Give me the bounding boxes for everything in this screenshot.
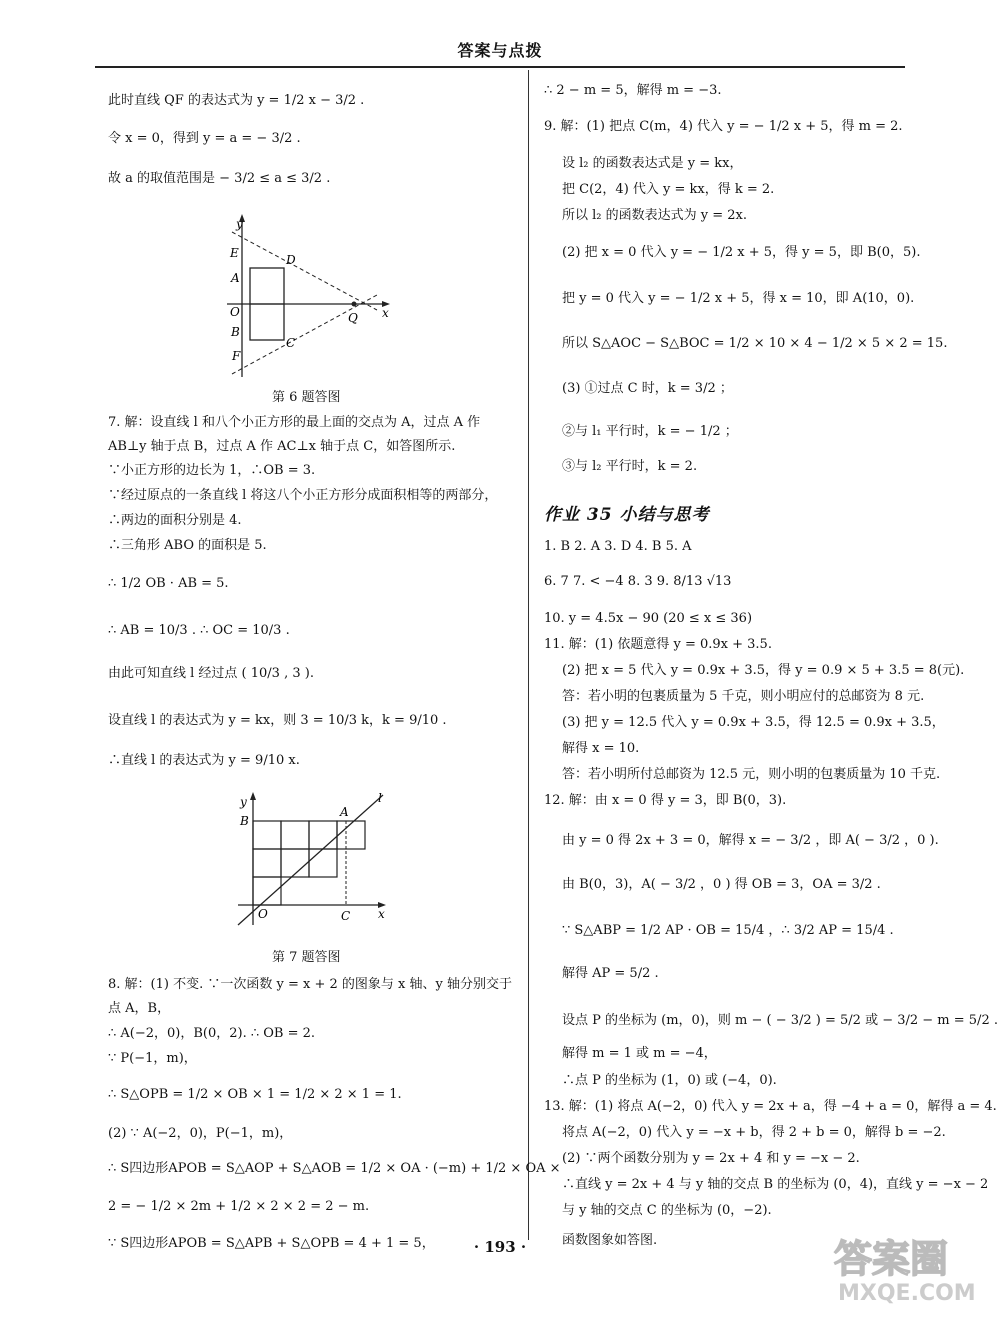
text-line: ②与 l₁ 平行时，k = − 1/2 ； [562, 424, 738, 439]
text-line: (2) 把 x = 5 代入 y = 0.9x + 3.5，得 y = 0.9 × 5 + 3.5 = 8(元). [562, 663, 965, 678]
text-line: 答：若小明所付总邮资为 12.5 元，则小明的包裹质量为 10 千克. [562, 767, 941, 782]
fig7-label: B [240, 814, 249, 828]
text-line: (3) 把 y = 12.5 代入 y = 0.9x + 3.5，得 12.5 = 0.9x + 3.5， [562, 715, 945, 730]
fig6-label: F [232, 349, 241, 363]
text-line: ∴点 P 的坐标为 (1，0) 或 (−4，0). [562, 1073, 777, 1088]
fig7-label: x [378, 907, 385, 921]
fig6-label: O [230, 305, 240, 319]
text-line: 由 y = 0 得 2x + 3 = 0，解得 x = − 3/2 ，即 A( − 3/2 ，0 ). [562, 833, 939, 848]
section-title: 作业 35 小结与思考 [544, 505, 710, 525]
text-line: 1. B 2. A 3. D 4. B 5. A [544, 539, 692, 554]
text-line: ∴ AB = 10/3 . ∴ OC = 10/3 . [108, 623, 290, 638]
text-line: 11. 解：(1) 依题意得 y = 0.9x + 3.5. [544, 637, 772, 652]
text-line: 所以 l₂ 的函数表达式为 y = 2x. [562, 208, 748, 223]
text-line: 点 A，B， [108, 1001, 171, 1016]
text-line: 函数图象如答图. [562, 1233, 658, 1248]
fig6-label: B [231, 325, 240, 339]
text-line: ∵经过原点的一条直线 l 将这八个小正方形分成面积相等的两部分， [108, 488, 498, 503]
text-line: 与 y 轴的交点 C 的坐标为 (0，−2). [562, 1203, 772, 1218]
text-line: ∴ 1/2 OB · AB = 5. [108, 576, 229, 591]
text-line: ∴两边的面积分别是 4. [108, 513, 242, 528]
text-line: 解得 m = 1 或 m = −4， [562, 1046, 717, 1061]
text-line: 将点 A(−2，0) 代入 y = −x + b，得 2 + b = 0，解得 b = −2. [562, 1125, 946, 1140]
text-line: ∴ S四边形APOB = S△AOP + S△AOB = 1/2 × OA · (−m) + 1/2 × OA × [108, 1161, 561, 1176]
watermark-text: 答案圈 [834, 1237, 949, 1281]
fig7-label: O [258, 907, 268, 921]
fig6-label: C [286, 336, 296, 350]
fig6-label: E [230, 246, 239, 260]
fig6-label: Q [348, 311, 358, 325]
text-line: 10. y = 4.5x − 90 (20 ≤ x ≤ 36) [544, 611, 753, 626]
text-line: (2) ∵两个函数分别为 y = 2x + 4 和 y = −x − 2. [562, 1151, 860, 1166]
text-line: 答：若小明的包裹质量为 5 千克，则小明应付的总邮资为 8 元. [562, 689, 925, 704]
text-line: 把 y = 0 代入 y = − 1/2 x + 5，得 x = 10，即 A(10，0). [562, 291, 915, 306]
text-line: ∴ S△OPB = 1/2 × OB × 1 = 1/2 × 2 × 1 = 1. [108, 1087, 402, 1102]
text-line: 设 l₂ 的函数表达式是 y = kx， [562, 156, 743, 171]
fig7-label: y [240, 795, 247, 809]
fig6-label: A [231, 271, 240, 285]
text-line: 所以 S△AOC − S△BOC = 1/2 × 10 × 4 − 1/2 × 5 × 2 = 15. [562, 336, 948, 351]
text-line: AB⊥y 轴于点 B，过点 A 作 AC⊥x 轴于点 C，如答图所示. [108, 439, 456, 454]
text-line: 9. 解：(1) 把点 C(m，4) 代入 y = − 1/2 x + 5，得 m = 2. [544, 119, 903, 134]
text-line: 6. 7 7. < −4 8. 3 9. 8/13 √13 [544, 574, 732, 589]
column-divider [528, 70, 529, 1240]
text-line: 13. 解：(1) 将点 A(−2，0) 代入 y = 2x + a，得 −4 + a = 0，解得 a = 4. [544, 1099, 997, 1114]
text-line: ∵ S四边形APOB = S△APB + S△OPB = 4 + 1 = 5， [108, 1236, 435, 1251]
text-line: ∴ A(−2，0)，B(0，2). ∴ OB = 2. [108, 1026, 316, 1041]
text-line: 设点 P 的坐标为 (m，0)，则 m − ( − 3/2 ) = 5/2 或 − 3/2 − m = 5/2 . [562, 1013, 998, 1028]
figure-6 [222, 212, 392, 382]
header-rule [95, 66, 905, 68]
text-line: (3) ①过点 C 时，k = 3/2 ； [562, 381, 733, 396]
figure-7 [228, 790, 398, 930]
text-line: ③与 l₂ 平行时，k = 2. [562, 459, 698, 474]
text-line: 12. 解：由 x = 0 得 y = 3，即 B(0，3). [544, 793, 787, 808]
text-line: 故 a 的取值范围是 − 3/2 ≤ a ≤ 3/2 . [108, 171, 331, 186]
text-line: 由此可知直线 l 经过点 ( 10/3 , 3 ). [108, 666, 314, 681]
text-line: 解得 x = 10. [562, 741, 640, 756]
text-line: ∴直线 l 的表达式为 y = 9/10 x. [108, 753, 300, 768]
text-line: 此时直线 QF 的表达式为 y = 1/2 x − 3/2 . [108, 93, 365, 108]
text-line: 由 B(0，3)，A( − 3/2 ，0 ) 得 OB = 3，OA = 3/2 . [562, 877, 881, 892]
fig6-label: y [236, 217, 243, 231]
fig6-label: x [382, 306, 389, 320]
text-line: 2 = − 1/2 × 2m + 1/2 × 2 × 2 = 2 − m. [108, 1199, 370, 1214]
text-line: ∴直线 y = 2x + 4 与 y 轴的交点 B 的坐标为 (0，4)，直线 y = −x − 2 [562, 1177, 989, 1192]
page-number: · 193 · [473, 1238, 527, 1256]
watermark-logo [828, 1226, 978, 1306]
page-header: 答案与点拨 [457, 41, 543, 60]
text-line: 8. 解：(1) 不变. ∵一次函数 y = x + 2 的图象与 x 轴、y 轴分别交于 [108, 977, 512, 992]
text-line: ∵ S△ABP = 1/2 AP · OB = 15/4 ，∴ 3/2 AP = 15/4 . [562, 923, 894, 938]
text-line: ∵ P(−1，m)， [108, 1051, 197, 1066]
text-line: (2) ∵ A(−2，0)，P(−1，m)， [108, 1126, 293, 1141]
fig7-label: A [340, 805, 349, 819]
text-line: 7. 解：设直线 l 和八个小正方形的最上面的交点为 A，过点 A 作 [108, 415, 481, 430]
text-line: ∵小正方形的边长为 1，∴OB = 3. [108, 463, 316, 478]
figure-7-caption: 第 7 题答图 [272, 950, 341, 965]
text-line: 把 C(2，4) 代入 y = kx，得 k = 2. [562, 182, 775, 197]
fig7-label: l [378, 791, 382, 805]
text-line: ∴三角形 ABO 的面积是 5. [108, 538, 267, 553]
text-line: 解得 AP = 5/2 . [562, 966, 659, 981]
text-line: (2) 把 x = 0 代入 y = − 1/2 x + 5，得 y = 5，即 B(0，5). [562, 245, 921, 260]
fig6-label: D [286, 253, 296, 267]
text-line: ∴ 2 − m = 5，解得 m = −3. [544, 83, 722, 98]
watermark-url: MXQE.COM [838, 1281, 976, 1306]
text-line: 设直线 l 的表达式为 y = kx，则 3 = 10/3 k，k = 9/10 . [108, 713, 447, 728]
figure-6-caption: 第 6 题答图 [272, 390, 341, 405]
fig7-label: C [341, 909, 351, 923]
text-line: 令 x = 0，得到 y = a = − 3/2 . [108, 131, 301, 146]
